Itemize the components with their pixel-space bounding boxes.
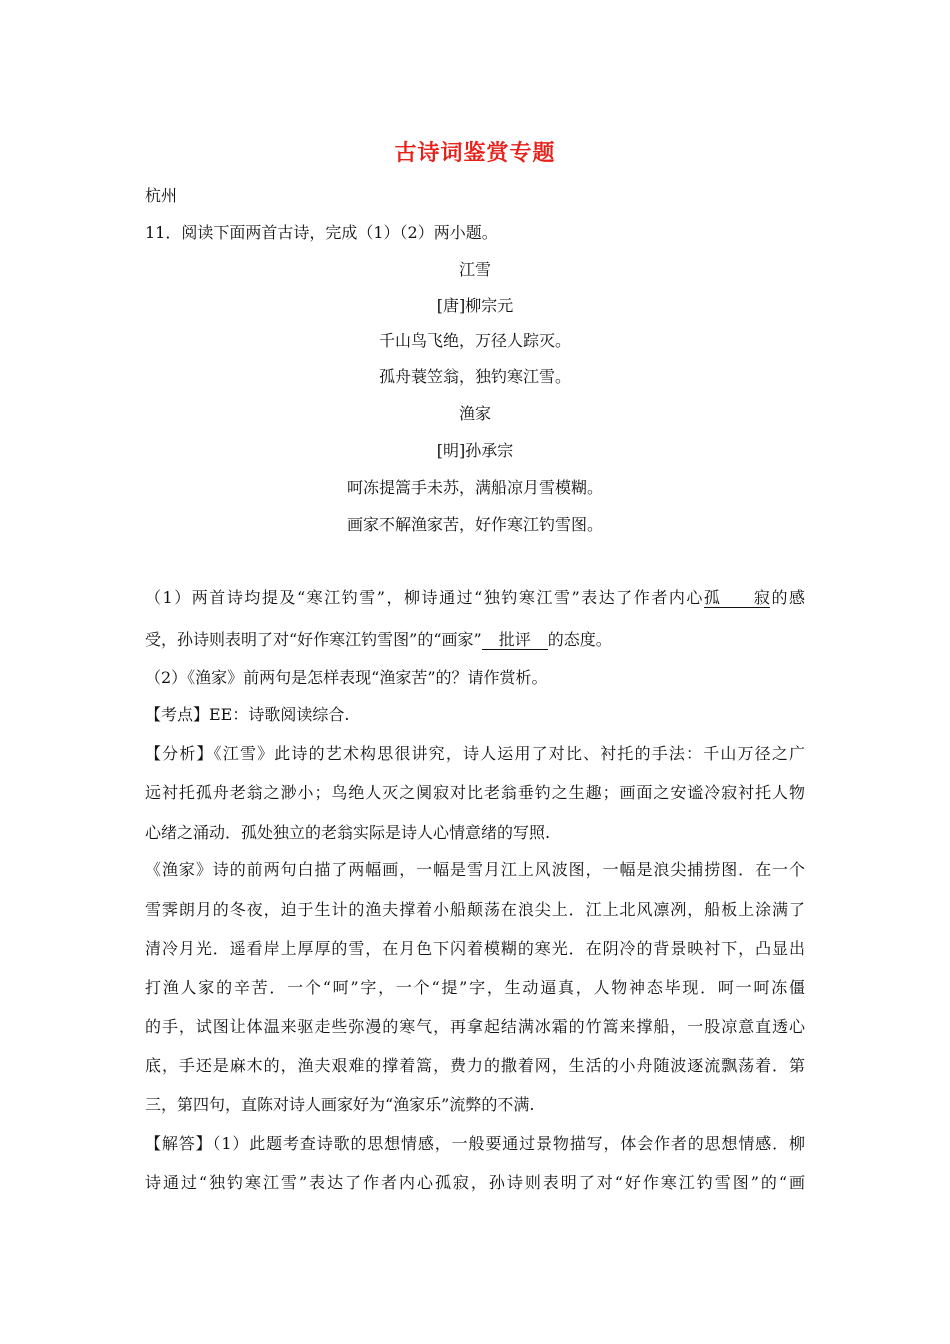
analysis2-line: 底，手还是麻木的，渔夫艰难的撑着篙，费力的撒着网，生活的小舟随波逐流飘荡着．第 — [145, 1056, 805, 1075]
poem-2-line-2: 画家不解渔家苦，好作寒江钓雪图。 — [346, 515, 603, 534]
q1-line-1 — [145, 585, 805, 608]
kaodian-text: 【考点】EE：诗歌阅读综合. — [145, 705, 350, 724]
analysis-line: 远衬托孤舟老翁之渺小；鸟绝人灭之阒寂对比老翁垂钓之生趣；画面之安谧冷寂衬托人物 — [145, 783, 805, 802]
analysis2-line: 打渔人家的辛苦．一个“呵”字，一个“提”字，生动逼真，人物神态毕现．呵一呵冻僵 — [145, 978, 805, 997]
answer-blank-1: 孤寂 — [703, 588, 770, 607]
question-intro: 11．阅读下面两首古诗，完成（1）（2）两小题。 — [145, 223, 498, 242]
q1-line-2 — [145, 627, 612, 650]
analysis2-line: 《渔家》诗的前两句白描了两幅画，一幅是雪月江上风波图，一幅是浪尖捕捞图．在一个 — [145, 860, 805, 879]
poem-2-author: [明]孙承宗 — [436, 441, 514, 460]
analysis2-line: 三，第四句，直陈对诗人画家好为“渔家乐”流弊的不满. — [145, 1095, 535, 1114]
poem-2-title: 渔家 — [458, 404, 491, 423]
q1-part1: （1）两首诗均提及“寒江钓雪”，柳诗通过“独钓寒江雪”表达了作者内心 — [145, 588, 704, 607]
q2-text: （2）《渔家》前两句是怎样表现“渔家苦”的？请作赏析。 — [145, 668, 548, 687]
document-title: 古诗词鉴赏专题 — [394, 140, 556, 166]
answer-blank-2: 批评 — [482, 631, 548, 650]
poem-1-line-1: 千山鸟飞绝，万径人踪灭。 — [378, 331, 571, 350]
poem-1-title: 江雪 — [458, 260, 491, 279]
q1-part2: 的感 — [769, 588, 805, 607]
analysis2-line: 清冷月光．遥看岸上厚厚的雪，在月色下闪着模糊的寒光．在阴冷的背景映衬下，凸显出 — [145, 939, 805, 958]
analysis2-line: 雪霁朗月的冬夜，迫于生计的渔夫撑着小船颠荡在浪尖上．江上北风凛冽，船板上涂满了 — [145, 900, 805, 919]
poem-1-author: [唐]柳宗元 — [436, 296, 514, 315]
answer-line: 【解答】（1）此题考查诗歌的思想情感，一般要通过景物描写，体会作者的思想情感．柳 — [145, 1134, 805, 1153]
q1-part4: 的态度。 — [547, 630, 612, 649]
poem-2-line-1: 呵冻提篙手未苏，满船凉月雪模糊。 — [346, 478, 603, 497]
region-label: 杭州 — [145, 186, 178, 205]
q1-part3: 受，孙诗则表明了对“好作寒江钓雪图”的“画家” — [145, 630, 482, 649]
analysis-line: 【分析】《江雪》此诗的艺术构思很讲究，诗人运用了对比、衬托的手法：千山万径之广 — [145, 744, 805, 763]
analysis-line: 心绪之涌动．孤处独立的老翁实际是诗人心情意绪的写照. — [145, 823, 551, 842]
answer-line: 诗通过“独钓寒江雪”表达了作者内心孤寂，孙诗则表明了对“好作寒江钓雪图”的“画 — [145, 1173, 805, 1192]
analysis2-line: 的手，试图让体温来驱走些弥漫的寒气，再拿起结满冰霜的竹篙来撑船，一股凉意直透心 — [145, 1017, 805, 1036]
poem-1-line-2: 孤舟蓑笠翁，独钓寒江雪。 — [378, 367, 571, 386]
